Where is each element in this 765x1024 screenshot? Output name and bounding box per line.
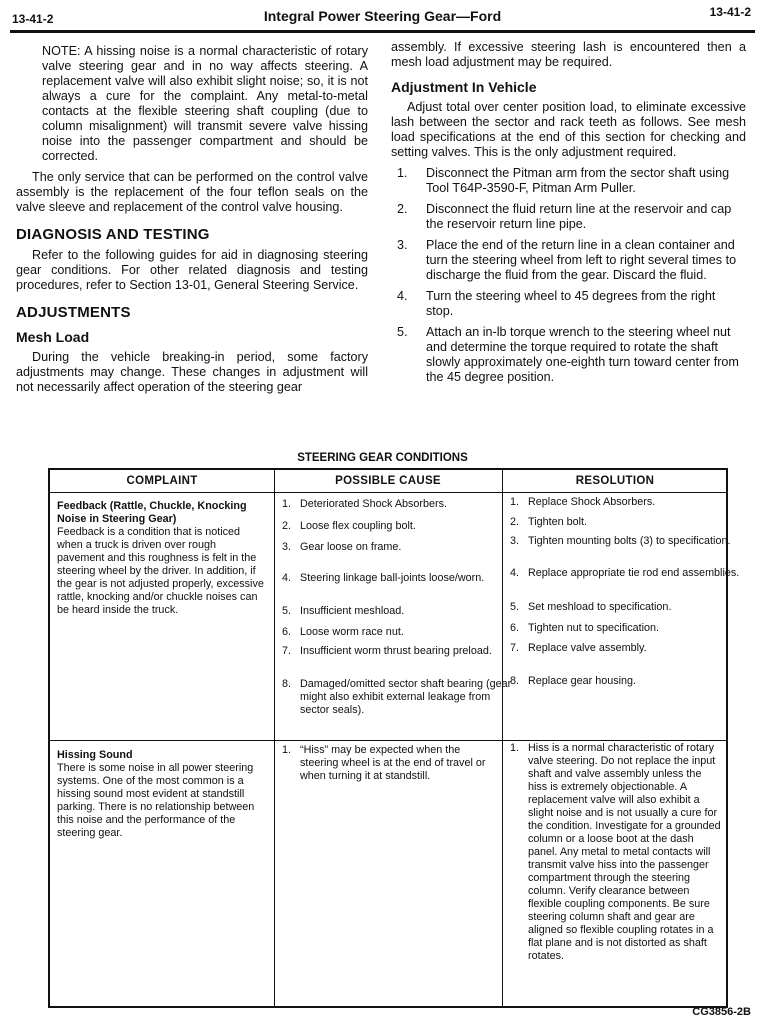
row2-resolutions (510, 742, 722, 963)
right-column (391, 40, 746, 391)
list-item: 7. Replace valve assembly. (510, 642, 647, 654)
left-column (16, 40, 368, 401)
list-item: 1. Deteriorated Shock Absorbers. (282, 498, 448, 510)
list-item: 3. Tighten mounting bolts (3) to specification. (510, 535, 731, 547)
service-paragraph: The only service that can be performed on the control valve assembly is the replacement of the four teflon seals on the valve sleeve and replacement of the control valve housing. (16, 170, 368, 214)
list-item: 8. Replace gear housing. (510, 675, 637, 687)
figure-code: CG3856-2B (692, 1006, 751, 1018)
header-possible-cause: POSSIBLE CAUSE (335, 475, 441, 487)
adjustment-in-vehicle-paragraph: Adjust total over center position load, to eliminate excessive lash between the sector and rack teeth as follows. See mesh load specifications at the end of this section for checking and setting valves. This is the only adjustment required. (391, 100, 746, 159)
row1-complaint-text: Feedback is a condition that is noticed when a truck is driven over rough pavement and this roughness is felt in the steering wheel by the driver. In addition, if the gear is not adjusted properly, excessive rattle, knocking and/or chuckle noises can be heard inside the truck. (57, 526, 264, 616)
row1-complaint-title: Feedback (Rattle, Chuckle, Knocking Noise in Steering Gear) (57, 500, 247, 525)
steering-gear-conditions-table (48, 468, 740, 1008)
continued-paragraph: assembly. If excessive steering lash is encountered then a mesh load adjustment may be required. (391, 40, 746, 69)
adjustments-heading: ADJUSTMENTS (16, 304, 131, 321)
table-title: STEERING GEAR CONDITIONS (297, 452, 468, 464)
list-item: 1. Replace Shock Absorbers. (510, 496, 656, 508)
diagnosis-paragraph: Refer to the following guides for aid in diagnosing steering gear conditions. For other related diagnosis and testing procedures, refer to Section 13-01, General Steering Service. (16, 248, 368, 292)
resolution-list (510, 742, 722, 963)
row-divider (50, 740, 726, 741)
header-divider (50, 492, 726, 493)
mesh-load-heading: Mesh Load (16, 329, 90, 345)
row1-complaint (57, 500, 265, 617)
row2-complaint-title: Hissing Sound (57, 749, 133, 761)
cause-list (282, 744, 496, 783)
step-item: 3. Place the end of the return line in a clean container and turn the steering wheel from left to right several times to discharge the fluid from the gear. Discard the fluid. (397, 238, 737, 282)
list-item: 2. Loose flex coupling bolt. (282, 520, 416, 532)
page-header (10, 4, 755, 33)
list-item: 4. Steering linkage ball-joints loose/worn. (282, 572, 485, 584)
note-paragraph: NOTE: A hissing noise is a normal characteristic of rotary valve steering gear and in no way affects steering. A replacement valve will also exhibit slight noise; so, it is not always a cure for the complaint. Any metal-to-metal contacts at the flexible steering shaft coupling (due to column misalignment) will transmit severe valve hissing noise into the passenger compartment and should be corrected. (42, 44, 368, 163)
header-complaint: COMPLAINT (126, 475, 198, 487)
list-item: 5. Set meshload to specification. (510, 601, 672, 613)
page-number-right: 13-41-2 (709, 5, 751, 19)
step-item: 5. Attach an in-lb torque wrench to the steering wheel nut and determine the torque required to rotate the shaft slowly approximately one-eighth turn toward center from the 45 degree position. (397, 325, 739, 384)
header-resolution: RESOLUTION (575, 475, 655, 487)
row2-causes (282, 744, 496, 783)
list-item: 7. Insufficient worm thrust bearing preload. (282, 645, 492, 657)
page-title: Integral Power Steering Gear—Ford (263, 8, 502, 24)
mesh-load-paragraph: During the vehicle breaking-in period, some factory adjustments may change. These changes in adjustment will not necessarily affect operation of the steering gear (16, 350, 368, 394)
adjustment-in-vehicle-heading: Adjustment In Vehicle (391, 79, 537, 95)
row2-complaint (57, 749, 265, 840)
step-item: 4. Turn the steering wheel to 45 degrees from the right stop. (397, 289, 716, 318)
step-item: 2. Disconnect the fluid return line at the reservoir and cap the reservoir return line pipe. (397, 202, 732, 231)
list-item: 4. Replace appropriate tie rod end assemblies. (510, 567, 740, 579)
list-item: 6. Tighten nut to specification. (510, 622, 660, 634)
diagnosis-heading: DIAGNOSIS AND TESTING (16, 226, 210, 243)
list-item: 6. Loose worm race nut. (282, 626, 404, 638)
row2-complaint-text: There is some noise in all power steering systems. One of the most common is a hissing sound most evident at standstill parking. There is no relationship between this noise and the performance of the steering gear. (57, 762, 255, 839)
list-item: 3. Gear loose on frame. (282, 541, 402, 553)
step-item: 1. Disconnect the Pitman arm from the sector shaft using Tool T64P-3590-F, Pitman Arm Puller. (397, 166, 730, 195)
list-item: 2. Tighten bolt. (510, 516, 588, 528)
column-divider (274, 470, 275, 1006)
adjustment-steps (391, 166, 746, 385)
list-item: 8. Damaged/omitted sector shaft bearing (gear might also exhibit external leakage from sector seals). (282, 678, 512, 716)
list-item: 1. Hiss is a normal characteristic of rotary valve steering. Do not replace the input shaft and valve assembly unless the hiss is extremely objectionable. A replacement valve will also exhibit a slight noise and is not usually a cure for the condition. Investigate for a grounded column or a loose boot at the dash panel. Any metal to metal contacts will transmit valve hiss into the passenger compartment through the steering column. Verify clearance between flexible coupling components. Be sure steering column shaft and gear are aligned so flexible coupling rotates in a flat plane and is not distorted as shaft rotates. (510, 742, 721, 962)
list-item: 5. Insufficient meshload. (282, 605, 405, 617)
list-item: 1. “Hiss” may be expected when the steering wheel is at the end of travel or when turning it at standstill. (282, 744, 486, 782)
page-number-left: 13-41-2 (12, 12, 54, 26)
